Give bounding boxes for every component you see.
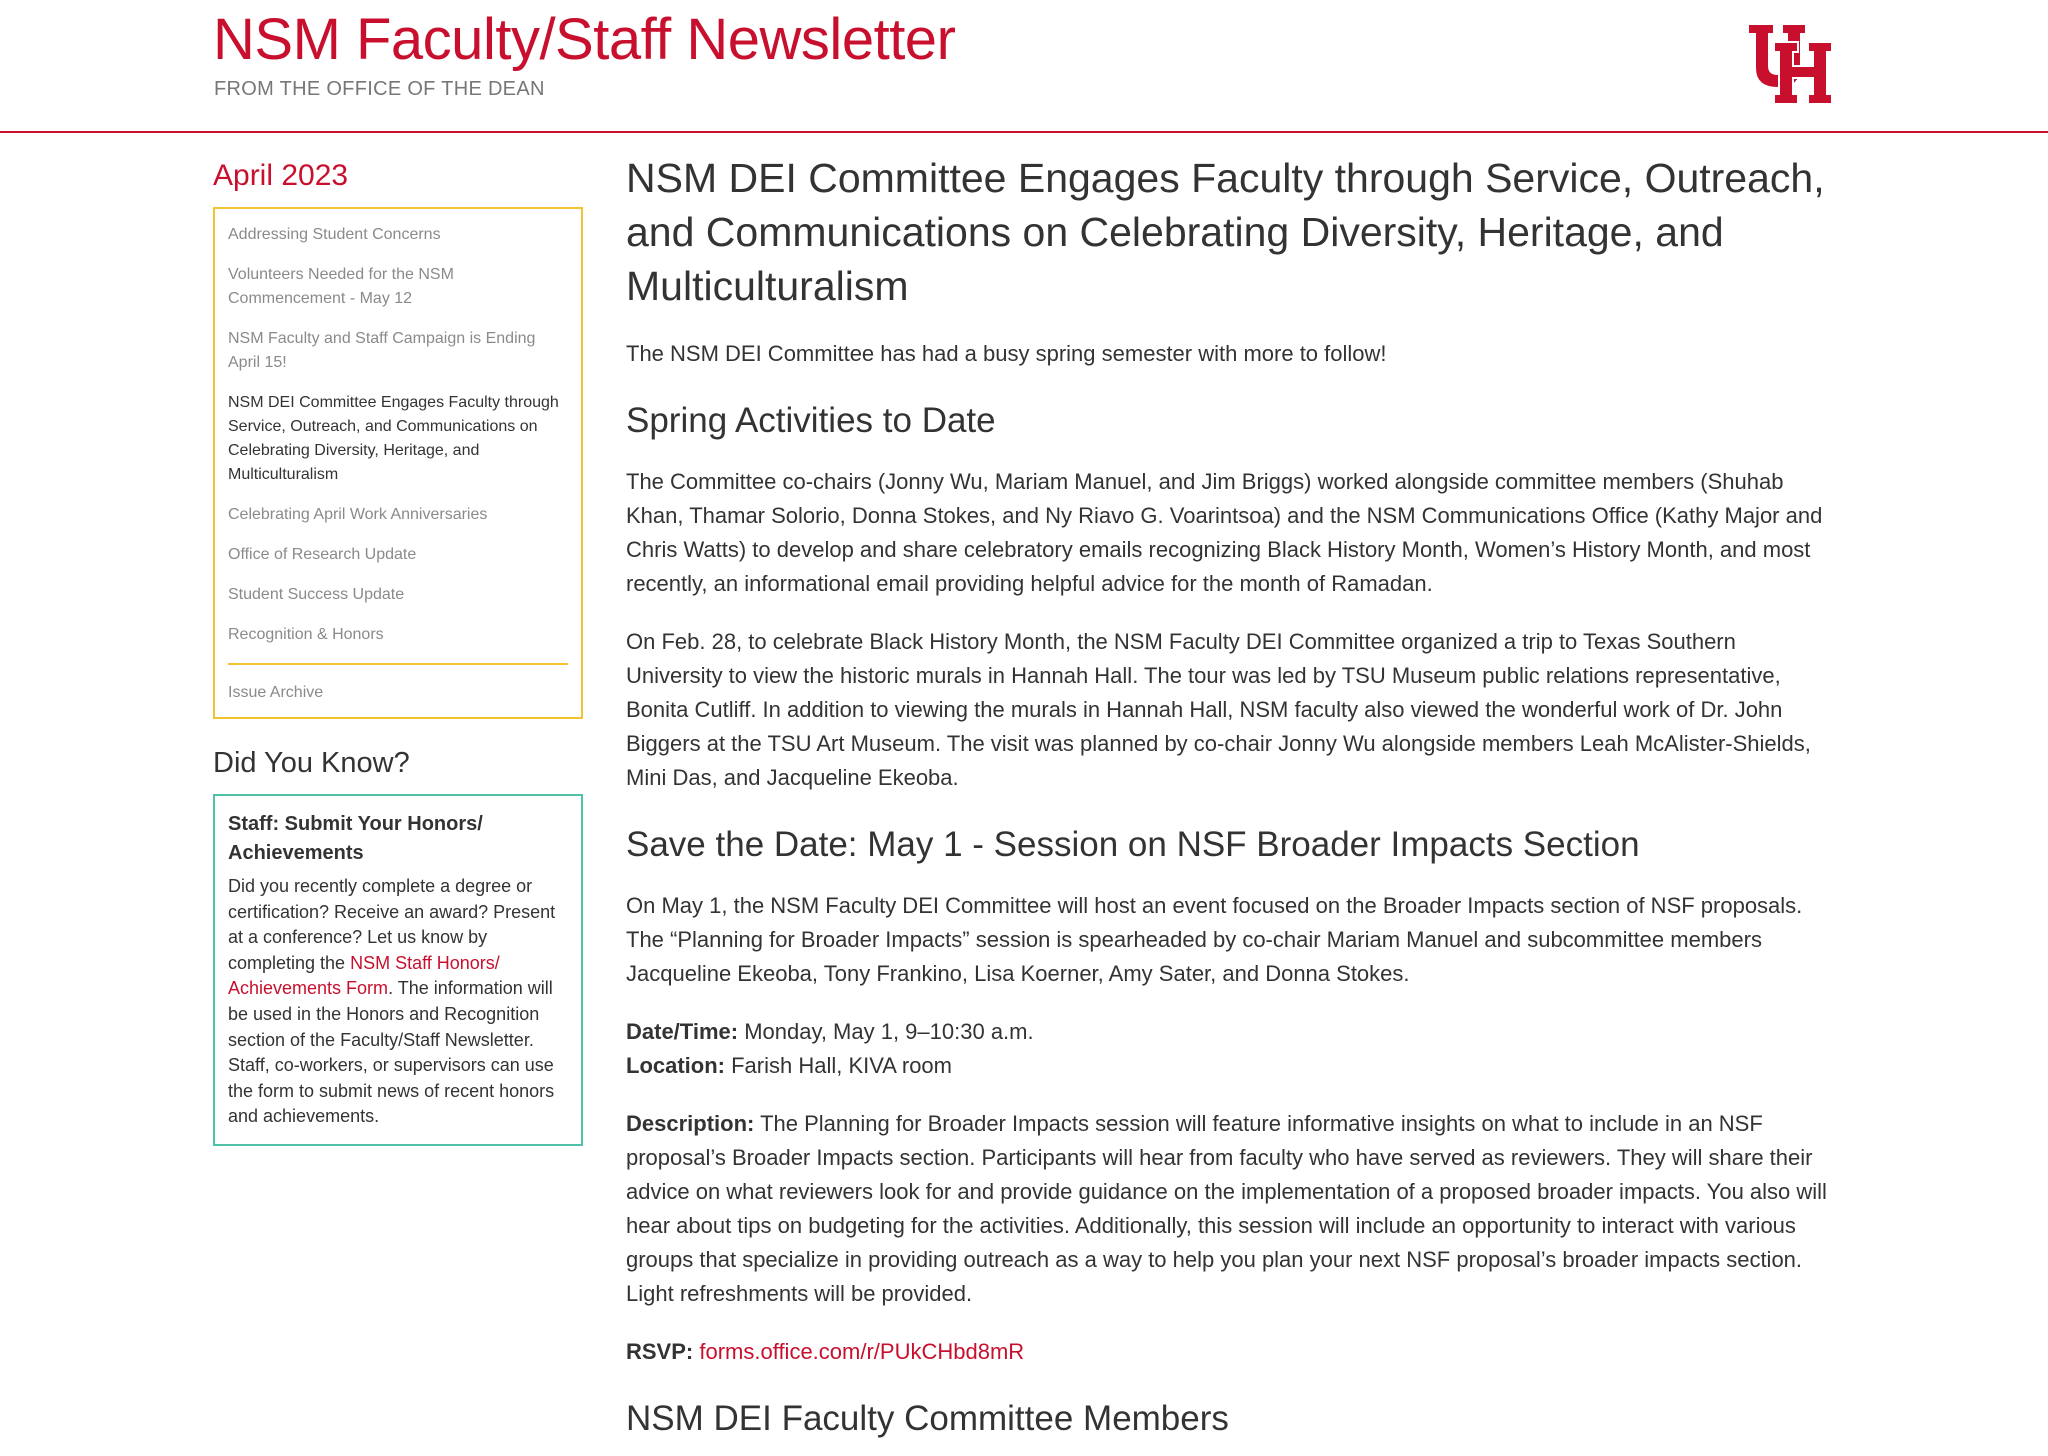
did-you-know-text [228,874,568,1130]
did-you-know-box [213,794,583,1146]
event-description [626,1107,1836,1311]
nav-item-research-update[interactable]: Office of Research Update [228,546,417,563]
logo-text: UH [1744,20,1746,21]
section-save-the-date-heading: Save the Date: May 1 - Session on NSF Broader Impacts Section [626,825,1640,864]
event-details [626,1015,1836,1083]
location-value: Farish Hall, KIVA room [725,1053,952,1078]
save-the-date-paragraph: On May 1, the NSM Faculty DEI Committee will host an event focused on the Broader Impacts section of NSF proposals. The “Planning for Broader Impacts” session is spearheaded by co-chair Mariam Manuel and subcommittee members Jacqueline Ekeoba, Tony Frankino, Lisa Koerner, Amy Sater, and Donna Stokes. [626,893,1803,986]
did-you-know-title: Did You Know? [213,747,410,779]
location-label: Location: [626,1053,725,1078]
nav-item-issue-archive[interactable]: Issue Archive [228,684,324,701]
rsvp-label: RSVP: [626,1339,694,1364]
site-title[interactable]: NSM Faculty/Staff Newsletter [213,7,956,72]
spring-activities-paragraph-2: On Feb. 28, to celebrate Black History Month, the NSM Faculty DEI Committee organized a trip to Texas Southern University to view the historic murals in Hannah Hall. The tour was led by TSU Museum public relations representative, Bonita Cutliff. In addition to viewing the murals in Hannah Hall, NSM faculty also viewed the wonderful work of Dr. John Biggers at the TSU Art Museum. The visit was planned by co-chair Jonny Wu alongside members Leah McAlister-Shields, Mini Das, and Jacqueline Ekeoba. [626,629,1811,790]
article-title: NSM DEI Committee Engages Faculty through Service, Outreach, and Communications on Celebrating Diversity, Heritage, and Multiculturalism [626,155,1825,309]
description-value: The Planning for Broader Impacts session will feature informative insights on what to include in an NSF proposal’s Broader Impacts section. Participants will hear from faculty who have served as reviewers. They will share their advice on what reviewers look for and provide guidance on the implementation of a proposed broader impacts. You also will hear about tips on budgeting for the activities. Additionally, this session will include an opportunity to interact with various groups that specialize in providing outreach as a way to help you plan your next NSF proposal’s broader impacts section. Light refreshments will be provided. [626,1111,1827,1306]
article [626,133,1836,1441]
rsvp-line [626,1335,1836,1369]
nav-item-recognition-honors[interactable]: Recognition & Honors [228,626,384,643]
uh-logo-icon[interactable] [1744,20,1836,108]
nav-item-commencement-volunteers[interactable]: Volunteers Needed for the NSM Commencement - May 12 [228,266,454,307]
nav-divider [228,663,568,665]
site-header [0,0,2048,133]
nav-item-campaign[interactable]: NSM Faculty and Staff Campaign is Ending April 15! [228,330,536,371]
description-label: Description: [626,1111,755,1136]
section-committee-members-heading: NSM DEI Faculty Committee Members [626,1399,1229,1438]
rsvp-link[interactable]: forms.office.com/r/PUkCHbd8mR [699,1339,1025,1364]
issue-nav [213,207,583,719]
datetime-value: Monday, May 1, 9–10:30 a.m. [738,1019,1034,1044]
article-intro: The NSM DEI Committee has had a busy spring semester with more to follow! [626,341,1387,366]
nav-item-dei-committee[interactable]: NSM DEI Committee Engages Faculty through Service, Outreach, and Communications on Celebrating Diversity, Heritage, and Multiculturalism [228,394,559,483]
nav-item-work-anniversaries[interactable]: Celebrating April Work Anniversaries [228,506,488,523]
did-you-know-heading: Staff: Submit Your Honors/ Achievements [228,813,483,864]
spring-activities-paragraph-1: The Committee co-chairs (Jonny Wu, Mariam Manuel, and Jim Briggs) worked alongside committee members (Shuhab Khan, Thamar Solorio, Donna Stokes, and Ny Riavo G. Voarintsoa) and the NSM Communications Office (Kathy Major and Chris Watts) to develop and share celebratory emails recognizing Black History Month, Women’s History Month, and most recently, an informational email providing helpful advice for the month of Ramadan. [626,469,1823,596]
honors-form-link[interactable]: NSM Staff Honors/ Achievements Form [228,952,500,999]
nav-item-student-success[interactable]: Student Success Update [228,586,405,603]
issue-month: April 2023 [213,159,349,192]
site-subtitle: FROM THE OFFICE OF THE DEAN [214,78,545,100]
dyk-text-after: . The information will be used in the Honors and Recognition section of the Faculty/Staff Newsletter. Staff, co-workers, or supervisors can use the form to submit news of recent honors and achievements. [228,978,555,1127]
nav-item-student-concerns[interactable]: Addressing Student Concerns [228,226,441,243]
datetime-label: Date/Time: [626,1019,739,1044]
sidebar [213,133,583,1146]
dyk-text-before: Did you recently complete a degree or certification? Receive an award? Present at a conference? Let us know by completing the [228,876,556,973]
section-spring-activities-heading: Spring Activities to Date [626,401,996,440]
